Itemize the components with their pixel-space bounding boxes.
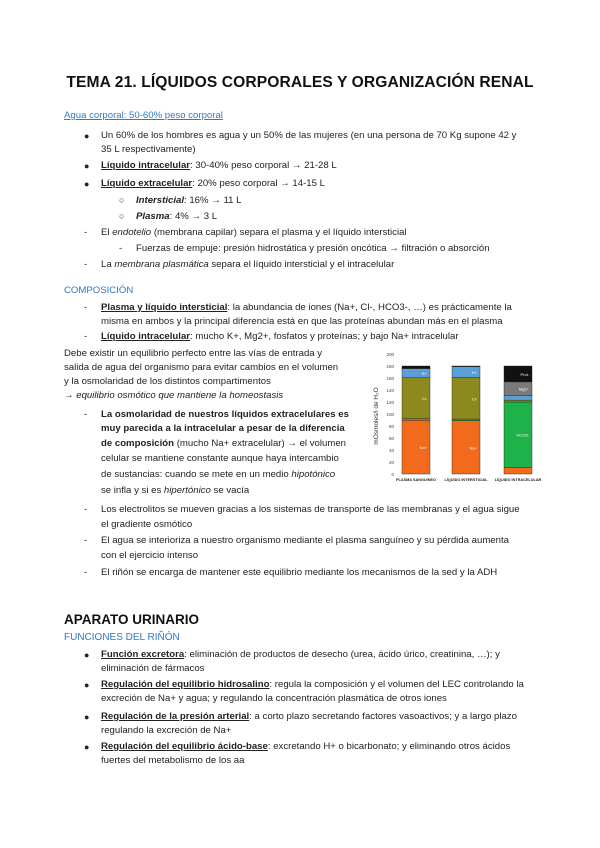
para-line-4: → equilibrio osmótico que mantiene la homeostasis [64, 390, 284, 401]
bullet-icon: ● [84, 131, 90, 141]
para-line-1: Debe existir un equilibrio perfecto entre las vías de entrada y [64, 348, 323, 359]
rinon-equilibrio-line: El riñón se encarga de mantener este equilibrio mediante los mecanismos de la sed y la ADH [101, 567, 498, 578]
subheading-funciones: FUNCIONES DEL RIÑÓN [64, 632, 180, 643]
y-tick-label: 100 [386, 412, 394, 417]
dash-icon: - [84, 302, 88, 313]
agua-sub-1: Intersticial: 16% → 11 L [136, 195, 242, 206]
dash-icon: - [84, 567, 88, 578]
bullet-icon: ● [84, 712, 90, 722]
para-line-3: y la osmolaridad de los distintos compartimentos [64, 376, 271, 387]
dash-icon: - [84, 259, 88, 270]
y-axis-label: mOsmoles/l de H₂O [373, 387, 380, 445]
dash-icon: - [84, 504, 88, 515]
comp-plasma-cont: misma en ambos y la principal diferencia está en que las proteínas abundan más en el plasma [101, 316, 503, 327]
electrolitos-line-2: el gradiente osmótico [101, 519, 193, 530]
comp-intracelular: Líquido intracelular: mucho K+, Mg2+, fosfatos y proteínas; y bajo Na+ intracelular [101, 331, 459, 342]
agua-sub-2: Plasma: 4% → 3 L [136, 211, 218, 222]
section-heading-aparato: APARATO URINARIO [64, 612, 199, 627]
y-tick-label: 160 [386, 376, 394, 381]
category-label: PLASMA SANGUÍNEO [396, 478, 436, 482]
agua-dash-1: El endotelio (membrana capilar) separa el plasma y el líquido intersticial [101, 227, 407, 238]
dash-icon: - [119, 243, 123, 254]
agua-bullet-1-cont: 35 L respectivamente) [101, 144, 196, 155]
y-tick-label: 60 [388, 436, 394, 441]
segment-label: Na+ [419, 445, 427, 451]
dash-icon: - [84, 409, 88, 420]
electrolitos-line-1: Los electrolitos se mueven gracias a los sistemas de transporte de las membranas y el agua sigue [101, 504, 520, 515]
segment-label: Prot. [520, 371, 529, 377]
osmo-line-2: muy parecida a la intracelular a pesar de la diferencia [101, 423, 345, 434]
agua-dash-1-sub: Fuerzas de empuje: presión hidrostática y presión oncótica → filtración o absorción [136, 243, 490, 254]
dash-icon: - [84, 535, 88, 546]
hollow-bullet-icon: ○ [119, 211, 125, 221]
y-tick-label: 180 [386, 364, 394, 369]
osmo-line-1: La osmolaridad de nuestros líquidos extracelulares es [101, 409, 349, 420]
agua-plasma-line-1: El agua se interioriza a nuestro organismo mediante el plasma sanguíneo y su pérdida aumenta [101, 535, 509, 546]
segment-label: K+ [421, 371, 427, 377]
y-tick-label: 200 [386, 352, 394, 357]
category-label: LÍQUIDO INTERSTICIAL [444, 478, 488, 482]
segment-label: Cl- [471, 396, 477, 402]
osmo-line-4: celular se mantiene constante aunque haya intercambio [101, 453, 339, 464]
segment-label: Mg2+ [518, 386, 529, 392]
funcion-excretora-cont: eliminación de fármacos [101, 663, 205, 674]
para-line-2: salida de agua del organismo para evitar cambios en el volumen [64, 362, 339, 373]
bullet-icon: ● [84, 161, 90, 171]
funcion-hidrosalino-cont: excreción de Na+ y agua; y regulando la concentración plasmática de otros iones [101, 693, 447, 704]
funcion-presion-cont: regulando la excreción de Na+ [101, 725, 232, 736]
segment-label: Na+ [469, 445, 477, 451]
segment-label: Cl- [421, 396, 427, 402]
segment-label: K+ [471, 370, 477, 376]
bar-segment [504, 400, 532, 402]
bar-segment [504, 467, 532, 474]
dash-icon: - [84, 227, 88, 238]
category-label: LÍQUIDO INTRACELULAR [494, 478, 542, 482]
agua-dash-2: La membrana plasmática separa el líquido intersticial y el intracelular [101, 259, 395, 270]
funcion-acido-base: Regulación del equilibrio ácido-base: excretando H+ o bicarbonato; y eliminando otros ácidos [101, 741, 511, 752]
section-heading-agua[interactable]: Agua corporal: 50-60% peso corporal [64, 110, 223, 121]
bar-segment [504, 395, 532, 400]
y-tick-label: 40 [388, 448, 394, 453]
bullet-icon: ● [84, 742, 90, 752]
bar-segment [452, 419, 480, 421]
agua-bullet-3: Líquido extracelular: 20% peso corporal → 14-15 L [101, 178, 325, 189]
page-title: TEMA 21. LÍQUIDOS CORPORALES Y ORGANIZACIÓN RENAL [66, 74, 534, 91]
funcion-excretora: Función excretora: eliminación de productos de desecho (urea, ácido úrico, creatinina, …); y [101, 649, 500, 660]
funcion-presion: Regulación de la presión arterial: a corto plazo secretando factores vasoactivos; y a largo plazo [101, 711, 517, 722]
y-tick-label: 140 [386, 388, 394, 393]
osmo-line-5: de sustancias: cuando se mete en un medio hipotónico [101, 469, 336, 480]
bullet-icon: ● [84, 179, 90, 189]
agua-bullet-2: Líquido intracelular: 30-40% peso corporal → 21-28 L [101, 160, 337, 171]
hollow-bullet-icon: ○ [119, 195, 125, 205]
bullet-icon: ● [84, 650, 90, 660]
y-tick-label: 80 [388, 424, 394, 429]
funcion-acido-base-cont: fuertes del metabolismo de los aa [101, 755, 245, 766]
osmo-line-3: de composición (mucho Na+ extracelular) → el volumen [101, 438, 346, 449]
agua-bullet-1: Un 60% de los hombres es agua y un 50% de las mujeres (en una persona de 70 Kg supone 42 y [101, 130, 517, 141]
section-heading-composicion: COMPOSICIÓN [64, 285, 134, 296]
dash-icon: - [84, 331, 88, 342]
segment-label: HCO3- [516, 432, 529, 438]
bar-segment [402, 419, 430, 421]
bullet-icon: ● [84, 680, 90, 690]
agua-plasma-line-2: con el ejercicio intenso [101, 550, 199, 561]
y-tick-label: 0 [391, 472, 394, 477]
y-tick-label: 120 [386, 400, 394, 405]
funcion-hidrosalino: Regulación del equilibrio hidrosalino: regula la composición y el volumen del LEC controlando la [101, 679, 524, 690]
ion-composition-chart [372, 346, 548, 494]
y-tick-label: 20 [388, 460, 394, 465]
comp-plasma: Plasma y líquido intersticial: la abundancia de iones (Na+, Cl-, HCO3-, …) es prácticamente la [101, 302, 512, 313]
osmo-line-6: se infla y si es hipertónico se vacía [101, 485, 250, 496]
bar-segment [402, 366, 430, 368]
